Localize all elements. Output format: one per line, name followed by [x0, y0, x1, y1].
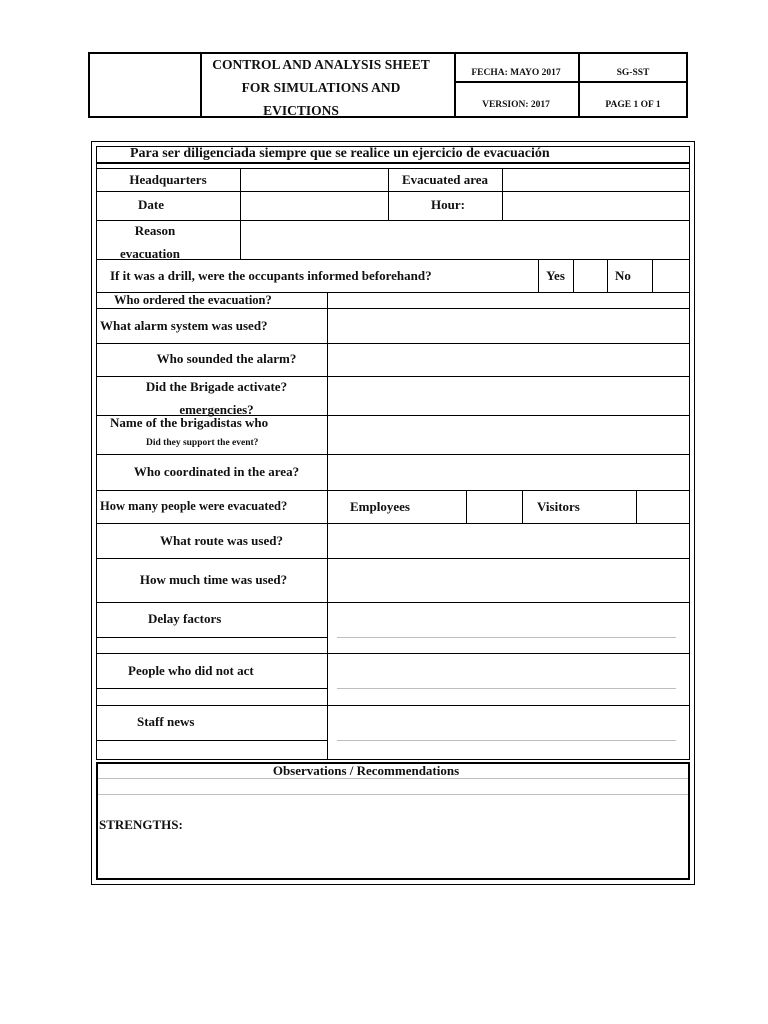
who-sounded-label: Who sounded the alarm?	[156, 351, 297, 366]
hour-field[interactable]	[503, 192, 690, 220]
reason-field[interactable]	[241, 221, 690, 259]
alarm-system-label: What alarm system was used?	[100, 318, 268, 333]
headquarters-field[interactable]	[241, 169, 388, 191]
staff-news-label: Staff news	[137, 714, 195, 729]
observations-heading: Observations / Recommendations	[272, 763, 460, 778]
who-coordinated-field[interactable]	[328, 455, 690, 490]
headquarters-label: Headquarters	[129, 172, 207, 187]
date-label: Date	[138, 197, 164, 212]
no-label: No	[615, 268, 631, 283]
strengths-label: STRENGTHS:	[99, 817, 183, 832]
staff-news-field[interactable]	[328, 706, 690, 760]
delay-factors-label: Delay factors	[148, 611, 222, 626]
who-coordinated-label: Who coordinated in the area?	[133, 464, 300, 479]
visitors-count-field[interactable]	[637, 491, 690, 523]
brigadistas-label-line-2: Did they support the event?	[146, 438, 259, 448]
header-version: VERSION: 2017	[482, 100, 550, 110]
who-ordered-field[interactable]	[328, 293, 690, 308]
brigade-line-1: Did the Brigade activate?	[145, 379, 288, 394]
reason-line-2: evacuation	[120, 246, 180, 261]
title-line-1: CONTROL AND ANALYSIS SHEET	[212, 57, 430, 72]
header-code: SG-SST	[616, 68, 650, 78]
route-field[interactable]	[328, 524, 690, 558]
drill-question: If it was a drill, were the occupants informed beforehand?	[110, 268, 432, 283]
evacuated-area-field[interactable]	[503, 169, 690, 191]
route-label: What route was used?	[160, 533, 283, 548]
delay-factors-field[interactable]	[328, 603, 690, 653]
brigade-line-2: emergencies?	[179, 402, 254, 417]
header-date: FECHA: MAYO 2017	[471, 68, 561, 78]
reason-line-1: Reason	[134, 223, 176, 238]
evacuated-area-label: Evacuated area	[401, 172, 489, 187]
people-not-act-field[interactable]	[328, 654, 690, 705]
date-field[interactable]	[241, 192, 388, 220]
alarm-system-field[interactable]	[328, 309, 690, 343]
banner-text: Para ser diligenciada siempre que se realice un ejercicio de evacuación	[130, 146, 550, 161]
yes-label: Yes	[546, 268, 565, 283]
time-field[interactable]	[328, 559, 690, 602]
no-checkbox[interactable]	[653, 260, 690, 292]
observations-field[interactable]	[98, 796, 688, 878]
visitors-label: Visitors	[537, 499, 580, 514]
brigadistas-field[interactable]	[328, 416, 690, 454]
document-title	[200, 53, 442, 122]
hour-label: Hour:	[431, 197, 465, 212]
employees-count-field[interactable]	[467, 491, 522, 523]
brigadistas-label-line-1: Name of the brigadistas who	[110, 415, 269, 430]
title-line-3: EVICTIONS	[263, 103, 339, 118]
title-line-2: FOR SIMULATIONS AND	[241, 80, 401, 95]
yes-checkbox[interactable]	[574, 260, 607, 292]
header-page: PAGE 1 OF 1	[605, 100, 661, 110]
people-not-act-label: People who did not act	[128, 663, 254, 678]
how-many-label: How many people were evacuated?	[100, 499, 288, 513]
reason-label	[96, 219, 214, 265]
time-label: How much time was used?	[139, 572, 288, 587]
header-logo-cell	[88, 52, 202, 118]
who-sounded-field[interactable]	[328, 344, 690, 376]
brigade-field[interactable]	[328, 377, 690, 415]
employees-label: Employees	[350, 499, 410, 514]
who-ordered-label: Who ordered the evacuation?	[114, 293, 272, 307]
